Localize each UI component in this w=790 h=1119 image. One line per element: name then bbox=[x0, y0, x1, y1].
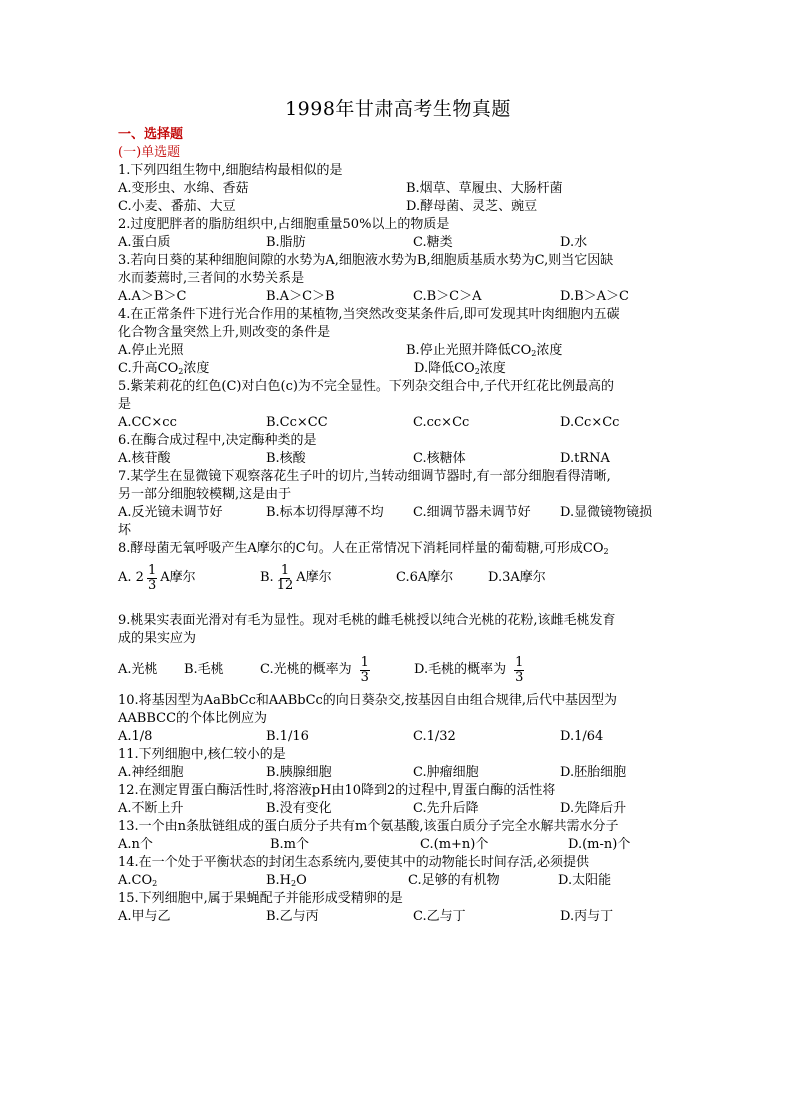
question-4-line-2: 化合物含量突然上升,则改变的条件是 bbox=[118, 325, 331, 340]
option-d: D.Cc×Cc bbox=[560, 415, 620, 430]
question-4-options-2 bbox=[118, 360, 678, 378]
option-c: C.1/32 bbox=[413, 729, 456, 744]
question-8-options bbox=[118, 558, 678, 598]
fraction bbox=[360, 656, 370, 685]
question-7-continued: 坏 bbox=[118, 523, 132, 538]
option-b: B.m个 bbox=[270, 837, 310, 852]
option-d: D.显微镜物镜损 bbox=[560, 505, 653, 520]
question-4-line-1: 4.在正常条件下进行光合作用的某植物,当突然改变某条件后,即可发现其叶肉细胞内五碳 bbox=[118, 307, 620, 322]
subscript: 2 bbox=[152, 879, 158, 888]
option-a: A.不断上升 bbox=[118, 801, 184, 816]
question-13: 13.一个由n条肽链组成的蛋白质分子共有m个氨基酸,该蛋白质分子完全水解共需水分子 bbox=[118, 819, 619, 834]
option-d bbox=[414, 360, 506, 378]
question-6: 6.在酶合成过程中,决定酶种类的是 bbox=[118, 433, 317, 448]
option-d bbox=[414, 648, 527, 692]
question-6-options bbox=[118, 450, 678, 468]
option-b-text-2: O bbox=[296, 873, 307, 888]
option-a: A.停止光照 bbox=[118, 343, 184, 358]
option-a: A.A＞B＞C bbox=[118, 289, 187, 304]
question-13-options bbox=[118, 836, 678, 854]
question-7-options bbox=[118, 504, 678, 522]
section-heading: 一、选择题 bbox=[118, 127, 184, 142]
option-c bbox=[260, 648, 373, 692]
option-a-text: A.CO bbox=[118, 873, 153, 888]
question-8 bbox=[118, 540, 678, 558]
option-a: A.蛋白质 bbox=[118, 235, 171, 250]
option-d: D.tRNA bbox=[560, 451, 610, 466]
option-b-label: B. bbox=[260, 570, 274, 585]
numerator: 1 bbox=[147, 562, 157, 578]
spacer bbox=[118, 598, 678, 612]
question-5-line-2: 是 bbox=[118, 397, 132, 412]
option-c-text: C.升高CO bbox=[118, 361, 179, 376]
question-14: 14.在一个处于平衡状态的封闭生态系统内,要使其中的动物能长时间存活,必须提供 bbox=[118, 855, 589, 870]
option-b bbox=[260, 558, 332, 598]
question-10-options bbox=[118, 728, 678, 746]
subscript: 2 bbox=[291, 879, 297, 888]
option-d: D.先降后升 bbox=[560, 801, 627, 816]
question-9-options bbox=[118, 648, 678, 692]
option-b-text: B.H bbox=[266, 873, 292, 888]
option-a: A.甲与乙 bbox=[118, 909, 171, 924]
question-3-line-1: 3.若向日葵的某种细胞间隙的水势为A,细胞液水势为B,细胞质基质水势为C,则当它因缺 bbox=[118, 253, 614, 268]
numerator: 1 bbox=[515, 654, 524, 670]
option-c-text-2: 浓度 bbox=[183, 361, 210, 376]
question-12-options bbox=[118, 800, 678, 818]
question-15: 15.下列细胞中,属于果蝇配子并能形成受精卵的是 bbox=[118, 891, 403, 906]
denominator: 12 bbox=[276, 577, 294, 593]
question-4-options bbox=[118, 342, 678, 360]
option-c bbox=[118, 360, 209, 378]
question-7 bbox=[118, 468, 678, 504]
question-7-line-2: 另一部分细胞较模糊,这是由于 bbox=[118, 487, 292, 502]
question-3-line-2: 水而萎蔫时,三者间的水势关系是 bbox=[118, 271, 305, 286]
question-10 bbox=[118, 692, 678, 728]
exam-page bbox=[118, 96, 678, 926]
option-a: A.变形虫、水绵、香菇 bbox=[118, 181, 249, 196]
question-8-text: 8.酵母菌无氧呼吸产生A摩尔的C bbox=[118, 541, 306, 556]
question-3-options bbox=[118, 288, 678, 306]
numerator: 1 bbox=[360, 654, 369, 670]
option-b: B.Cc×CC bbox=[266, 415, 328, 430]
option-d-text: D.降低CO bbox=[414, 361, 475, 376]
option-c: C.肿瘤细胞 bbox=[413, 765, 479, 780]
option-b: B.胰腺细胞 bbox=[266, 765, 332, 780]
fraction bbox=[514, 656, 524, 685]
fraction bbox=[147, 564, 157, 593]
option-a-unit: A摩尔 bbox=[160, 570, 196, 585]
option-b: B.1/16 bbox=[266, 729, 309, 744]
question-12: 12.在测定胃蛋白酶活性时,将溶液pH由10降到2的过程中,胃蛋白酶的活性将 bbox=[118, 783, 556, 798]
question-4 bbox=[118, 306, 678, 342]
question-9-line-1: 9.桃果实表面光滑对有毛为显性。现对毛桃的雌毛桃授以纯合光桃的花粉,该雌毛桃发育 bbox=[118, 613, 616, 628]
option-c: C.足够的有机物 bbox=[408, 873, 500, 888]
question-2: 2.过度肥胖者的脂肪组织中,占细胞重量50%以上的物质是 bbox=[118, 217, 450, 232]
option-d-label: D.毛桃的概率为 bbox=[414, 662, 507, 677]
option-b: B.脂肪 bbox=[266, 235, 306, 250]
option-c: C.核糖体 bbox=[413, 451, 466, 466]
option-b: B.毛桃 bbox=[184, 662, 224, 677]
question-14-options bbox=[118, 872, 678, 890]
option-b: B.核酸 bbox=[266, 451, 306, 466]
denominator: 3 bbox=[360, 669, 369, 685]
option-d: D.太阳能 bbox=[558, 873, 612, 888]
option-c-label: C.光桃的概率为 bbox=[260, 662, 352, 677]
option-a: A.光桃 bbox=[118, 662, 158, 677]
question-1: 1.下列四组生物中,细胞结构最相似的是 bbox=[118, 163, 343, 178]
question-2-options bbox=[118, 234, 678, 252]
subscript: 2 bbox=[603, 547, 609, 556]
option-b-text-2: 浓度 bbox=[536, 343, 563, 358]
question-11-options bbox=[118, 764, 678, 782]
option-b: B.乙与丙 bbox=[266, 909, 319, 924]
question-1-options-2 bbox=[118, 198, 678, 216]
option-b: B.A＞C＞B bbox=[266, 289, 335, 304]
option-c: C.糖类 bbox=[413, 235, 453, 250]
question-10-line-1: 10.将基因型为AaBbCc和AABbCc的向日葵杂交,按基因自由组合规律,后代中基因型为 bbox=[118, 693, 618, 708]
option-c: C.cc×Cc bbox=[413, 415, 470, 430]
option-d: D.胚胎细胞 bbox=[560, 765, 627, 780]
denominator: 3 bbox=[515, 669, 524, 685]
option-a-label: A. 2 bbox=[118, 570, 144, 585]
option-a: A.1/8 bbox=[118, 729, 153, 744]
question-1-options bbox=[118, 180, 678, 198]
option-b-text: B.停止光照并降低CO bbox=[406, 343, 532, 358]
subscript: 2 bbox=[531, 349, 537, 358]
option-a: A.核苷酸 bbox=[118, 451, 171, 466]
option-a: A.n个 bbox=[118, 837, 153, 852]
denominator: 3 bbox=[147, 577, 157, 593]
numerator: 1 bbox=[280, 562, 290, 578]
option-c: C.B＞C＞A bbox=[413, 289, 482, 304]
option-b: B.标本切得厚薄不均 bbox=[266, 505, 384, 520]
question-11: 11.下列细胞中,核仁较小的是 bbox=[118, 747, 286, 762]
question-5-line-1: 5.紫茉莉花的红色(C)对白色(c)为不完全显性。下列杂交组合中,子代开红花比例最高的 bbox=[118, 379, 615, 394]
option-d: D.1/64 bbox=[560, 729, 604, 744]
page-title: 1998年甘肃高考生物真题 bbox=[285, 98, 511, 120]
option-a: A.神经细胞 bbox=[118, 765, 184, 780]
option-c: C.先升后降 bbox=[413, 801, 479, 816]
option-c: C.小麦、番茄、大豆 bbox=[118, 199, 236, 214]
question-8-text-2: 句。人在正常情况下消耗同样量的葡萄糖,可形成CO bbox=[305, 541, 604, 556]
question-10-line-2: AABBCC的个体比例应为 bbox=[118, 711, 268, 726]
option-c: C.乙与丁 bbox=[413, 909, 466, 924]
option-d: D.3A摩尔 bbox=[488, 570, 546, 585]
option-c: C.(m+n)个 bbox=[420, 837, 489, 852]
option-b bbox=[266, 872, 307, 890]
option-b bbox=[406, 342, 562, 360]
option-d: D.丙与丁 bbox=[560, 909, 614, 924]
subscript: 2 bbox=[178, 367, 184, 376]
option-d: D.(m-n)个 bbox=[568, 837, 631, 852]
option-a bbox=[118, 872, 157, 890]
option-a bbox=[118, 558, 196, 598]
fraction bbox=[277, 564, 294, 593]
option-b: B.烟草、草履虫、大肠杆菌 bbox=[406, 181, 563, 196]
option-d: D.酵母菌、灵芝、豌豆 bbox=[406, 199, 538, 214]
option-c: C.6A摩尔 bbox=[396, 570, 454, 585]
question-9 bbox=[118, 612, 678, 648]
option-b: B.没有变化 bbox=[266, 801, 332, 816]
question-3 bbox=[118, 252, 678, 288]
option-a: A.反光镜未调节好 bbox=[118, 505, 223, 520]
option-a: A.CC×cc bbox=[118, 415, 177, 430]
option-d: D.水 bbox=[560, 235, 588, 250]
option-b-unit: A摩尔 bbox=[296, 570, 332, 585]
option-d-text-2: 浓度 bbox=[479, 361, 506, 376]
subscript: 2 bbox=[474, 367, 480, 376]
option-c: C.细调节器未调节好 bbox=[413, 505, 531, 520]
question-9-line-2: 成的果实应为 bbox=[118, 631, 197, 646]
subsection-heading: (一)单选题 bbox=[118, 145, 181, 160]
question-15-options bbox=[118, 908, 678, 926]
question-5-options bbox=[118, 414, 678, 432]
option-d: D.B＞A＞C bbox=[560, 289, 629, 304]
question-7-line-1: 7.某学生在显微镜下观察落花生子叶的切片,当转动细调节器时,有一部分细胞看得清晰, bbox=[118, 469, 611, 484]
question-5 bbox=[118, 378, 678, 414]
